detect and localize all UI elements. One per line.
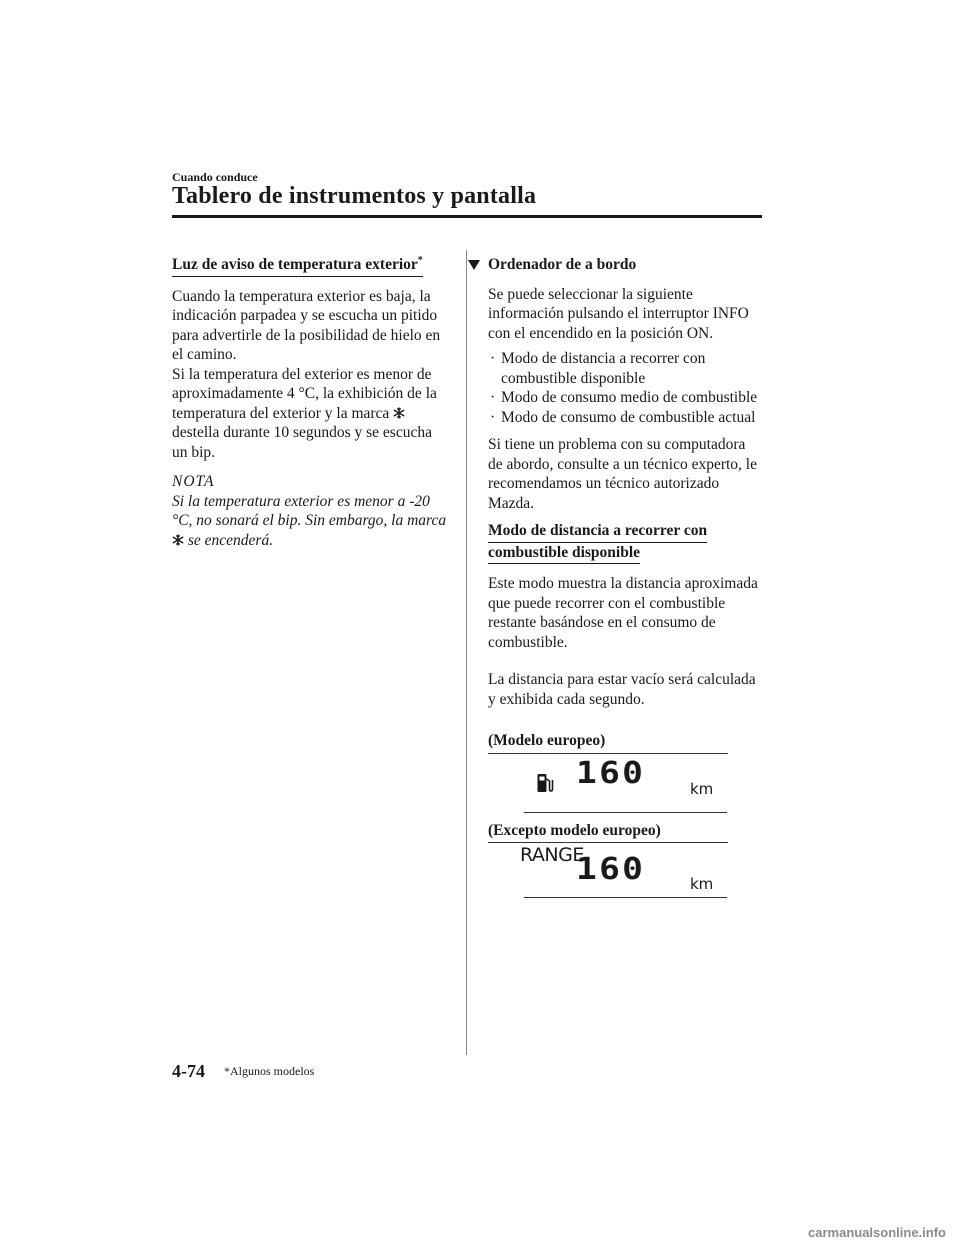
temperature-warning-para2: Si la temperatura del exterior es menor de aproximadamente 4 °C, la exhibición de la temperatura del exterior y la marca destella durante 10 segundos y se escucha un bip. — [172, 365, 437, 461]
footnote: *Algunos modelos — [224, 1064, 315, 1078]
non-european-range-display — [520, 843, 727, 897]
problem-text: Si tiene un problema con su computadora de abordo, consulte a un técnico experto, le recomendamos un técnico autorizado Mazda. — [488, 436, 757, 512]
chapter-title: Tablero de instrumentos y pantalla — [172, 183, 537, 209]
range-mode-heading: Modo de distancia a recorrer con combustible disponible — [488, 521, 763, 564]
fuel-pump-icon — [536, 772, 554, 794]
column-divider — [466, 250, 467, 1055]
calculation-text: La distancia para estar vacío será calculada y exhibida cada segundo. — [488, 671, 756, 708]
section-triangle-icon — [468, 260, 480, 270]
snowflake-icon — [393, 407, 405, 419]
right-column — [488, 255, 763, 898]
range-label: RANGE — [520, 844, 584, 866]
range-value: 160 — [576, 852, 646, 887]
range-unit: km — [690, 779, 714, 798]
nota-label: NOTA — [172, 473, 215, 490]
range-unit: km — [690, 875, 714, 893]
left-column — [172, 255, 447, 550]
range-value: 160 — [576, 755, 646, 791]
european-model-label: (Modelo europeo) — [488, 732, 606, 749]
section-label: Cuando conduce — [172, 170, 258, 184]
temperature-warning-para1: Cuando la temperatura exterior es baja, la indicación parpadea y se escucha un pitido para advertirle de la posibilidad de hielo en el camino. — [172, 287, 441, 363]
list-item: · Modo de consumo de combustible actual — [490, 408, 756, 426]
optional-equipment-mark: * — [417, 254, 423, 266]
non-european-model-label: (Excepto modelo europeo) — [488, 821, 661, 839]
list-item: · Modo de distancia a recorrer con combustible disponible — [490, 350, 706, 387]
european-range-display — [524, 754, 727, 812]
display-bottom-rule — [524, 897, 727, 898]
trip-computer-heading: Ordenador de a bordo — [468, 255, 763, 275]
mode-list — [488, 349, 763, 427]
page-number: 4-74 — [172, 1061, 205, 1081]
watermark: carmanualsonline.info — [808, 1225, 946, 1240]
snowflake-icon — [172, 534, 184, 546]
range-mode-description: Este modo muestra la distancia aproximada que puede recorrer con el combustible restante basándose en el consumo de combustible. — [488, 575, 758, 651]
list-item: · Modo de consumo medio de combustible — [490, 389, 758, 406]
trip-computer-intro: Se puede seleccionar la siguiente información pulsando el interruptor INFO con el encendido en la posición ON. — [488, 285, 749, 342]
nota-text: Si la temperatura exterior es menor a -20 °C, no sonará el bip. Sin embargo, la marca se encenderá. — [172, 492, 447, 549]
title-rule — [172, 215, 762, 218]
temperature-warning-heading: Luz de aviso de temperatura exterior* — [172, 255, 423, 277]
